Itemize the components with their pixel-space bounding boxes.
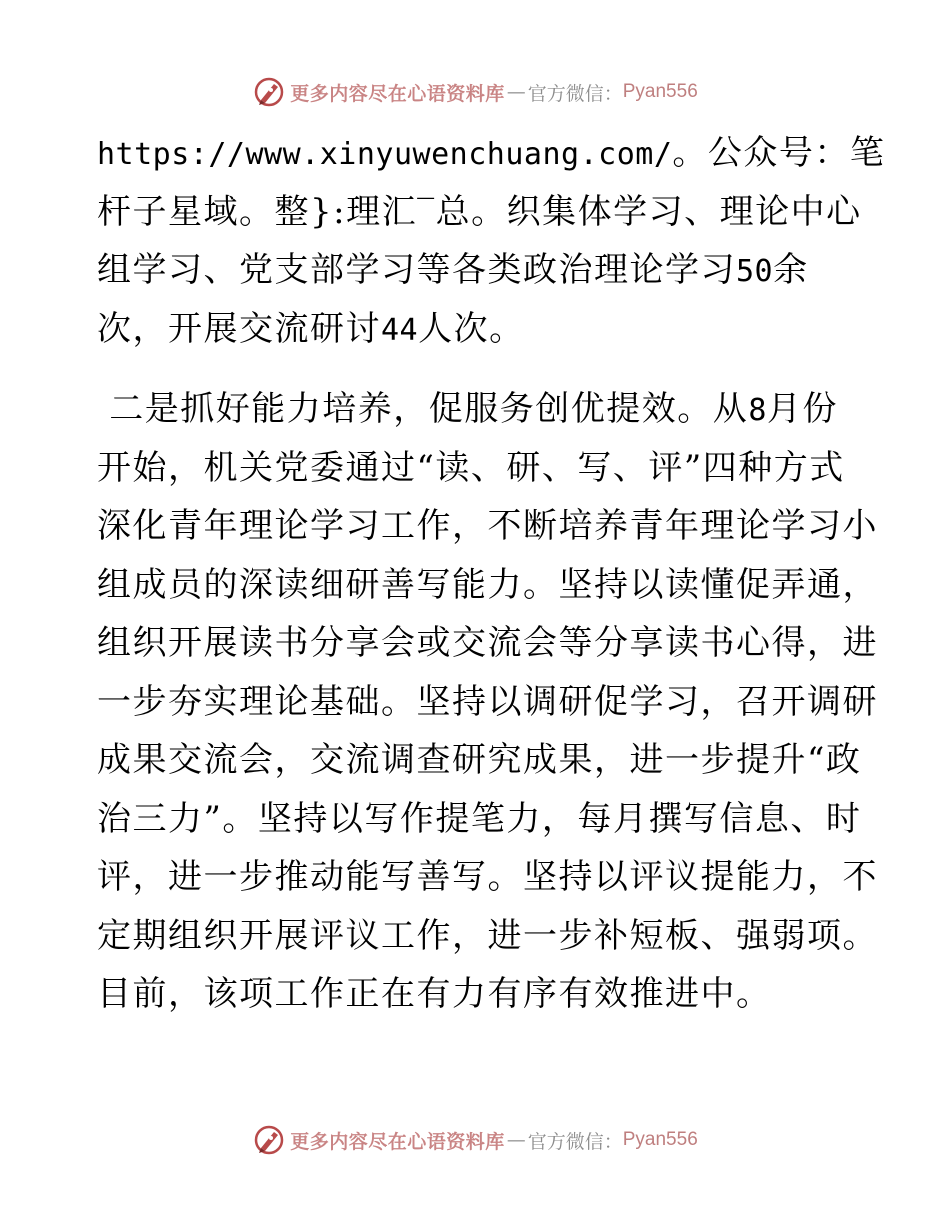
header-banner — [0, 72, 950, 112]
paragraph-line: 组学习、党支部学习等各类政治理论学习50余 — [97, 250, 809, 290]
paragraph-line: 治三力”。坚持以写作提笔力，每月撰写信息、时 — [97, 798, 862, 839]
banner-official-label: 官方微信： — [527, 82, 623, 105]
paragraph-line: 深化青年理论学习工作，不断培养青年理论学习小 — [97, 506, 878, 546]
paragraph-2 — [97, 380, 878, 1024]
paragraph-line: 组成员的深读细研善写能力。坚持以读懂促弄通， — [97, 564, 878, 605]
paragraph-line: https://www.xinyuwenchuang.com/。公众号：笔 — [97, 133, 886, 173]
banner-text: 更多内容尽在心语资料库 — [290, 1130, 505, 1153]
paragraph-line: 杆子星域。整}:理汇‾总。织集体学习、理论中心 — [97, 191, 862, 232]
paragraph-line: 开始，机关党委通过“读、研、写、评”四种方式 — [97, 447, 845, 488]
paragraph-line: 次，开展交流研讨44人次。 — [97, 308, 525, 349]
count-number: 44 — [381, 312, 419, 348]
website-url: https://www.xinyuwenchuang.com/ — [97, 137, 673, 172]
paragraph-line: 定期组织开展评议工作，进一步补短板、强弱项。 — [97, 915, 878, 956]
footer-banner — [0, 1120, 950, 1160]
pen-logo-icon — [252, 75, 286, 109]
banner-wechat-id: Pyan556 — [622, 1129, 698, 1150]
paragraph-line: 一步夯实理论基础。坚持以调研促学习，召开调研 — [97, 681, 878, 722]
banner-wechat-id: Pyan556 — [622, 81, 698, 102]
paragraph-line: 组织开展读书分享会或交流会等分享读书心得，进 — [97, 623, 878, 663]
paragraph-1 — [97, 124, 886, 358]
paragraph-line: 目前，该项工作正在有力有序有效推进中。 — [97, 974, 772, 1014]
pen-logo-icon — [252, 1123, 286, 1157]
banner-official-label: 官方微信： — [527, 1130, 623, 1153]
month-number: 8 — [748, 393, 767, 428]
count-number: 50 — [736, 254, 774, 289]
document-body — [97, 124, 886, 1024]
banner-separator: — — [506, 81, 526, 103]
paragraph-line: 成果交流会，交流调查研究成果，进一步提升“政 — [97, 740, 862, 780]
paragraph-line: 二是抓好能力培养，促服务创优提效。从8月份 — [97, 389, 838, 429]
banner-text: 更多内容尽在心语资料库 — [290, 82, 505, 105]
paragraph-line: 评，进一步推动能写善写。坚持以评议提能力，不 — [97, 857, 878, 897]
banner-separator: — — [506, 1129, 526, 1151]
